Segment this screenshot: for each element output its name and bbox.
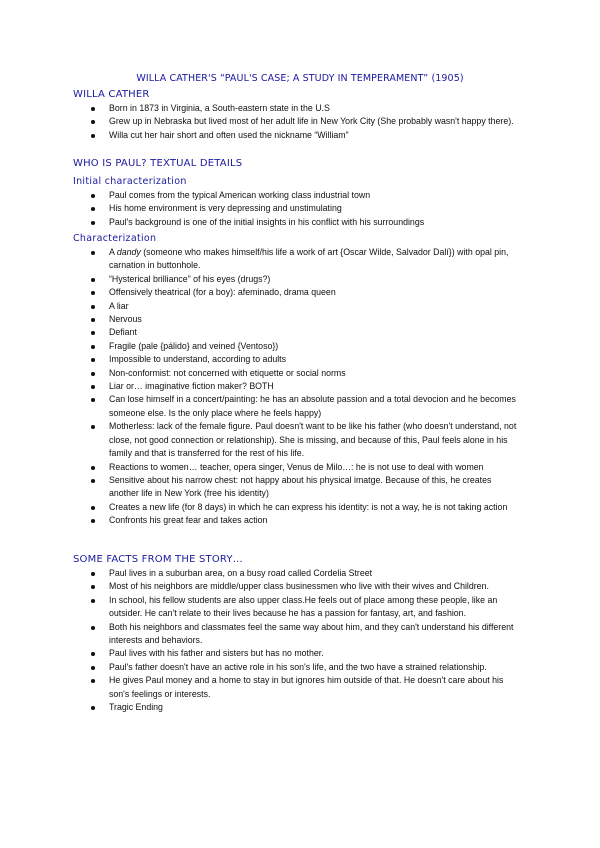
list-item: Confronts his great fear and takes action bbox=[90, 514, 520, 527]
section-heading-willa-cather: WILLA CATHER bbox=[73, 89, 150, 100]
list-item: Grew up in Nebraska but lived most of her adult life in New York City (She probably wasn't happy there). bbox=[90, 115, 520, 128]
list-item: Tragic Ending bbox=[90, 701, 520, 714]
list-item: Offensively theatrical (for a boy): afeminado, drama queen bbox=[90, 286, 520, 299]
list-item: Fragile (pale {pálido} and veined {Ventoso}) bbox=[90, 340, 520, 353]
list-item: A liar bbox=[90, 300, 520, 313]
document-title: WILLA CATHER'S “PAUL'S CASE; A STUDY IN TEMPERAMENT” (1905) bbox=[136, 73, 464, 84]
list-item: Paul's background is one of the initial insights in his conflict with his surroundings bbox=[90, 216, 520, 229]
subheading-initial-characterization: Initial characterization bbox=[73, 176, 187, 187]
list-item: His home environment is very depressing and unstimulating bbox=[90, 202, 520, 215]
section-heading-some-facts: SOME FACTS FROM THE STORY… bbox=[73, 554, 243, 565]
list-item: Paul lives in a suburban area, on a busy road called Cordelia Street bbox=[90, 567, 520, 580]
list-item: Most of his neighbors are middle/upper class businessmen who live with their wives and Children. bbox=[90, 580, 520, 593]
list-item: Reactions to women… teacher, opera singer, Venus de Milo…: he is not use to deal with women bbox=[90, 461, 520, 474]
list-item: In school, his fellow students are also upper class.He feels out of place among these people, like an outsider. He can't relate to their lives because he has a passion for fantasy, art, and fashion. bbox=[90, 594, 520, 621]
list-item: Defiant bbox=[90, 326, 520, 339]
list-item: Born in 1873 in Virginia, a South-eastern state in the U.S bbox=[90, 102, 520, 115]
list-item: Sensitive about his narrow chest: not happy about his physical imatge. Because of this, he creates another life in New York (free his identity) bbox=[90, 474, 520, 501]
list-item: Liar or… imaginative fiction maker? BOTH bbox=[90, 380, 520, 393]
some-facts-list bbox=[90, 567, 520, 714]
list-item: Impossible to understand, according to adults bbox=[90, 353, 520, 366]
list-item: Paul's father doesn't have an active role in his son's life, and the two have a strained relationship. bbox=[90, 661, 520, 674]
dandy-word: dandy bbox=[116, 247, 141, 257]
list-item: Can lose himself in a concert/painting: he has an absolute passion and a total devocion and he becomes someone else. Is the only place where he feels happy) bbox=[90, 393, 520, 420]
dandy-text: (someone who makes himself/his life a work of art {Oscar Wilde, Salvador Dalí}) with opal pin, carnation in buttonhole. bbox=[109, 247, 509, 271]
list-item: “Hysterical brilliance” of his eyes (drugs?) bbox=[90, 273, 520, 286]
section-heading-who-is-paul: WHO IS PAUL? TEXTUAL DETAILS bbox=[73, 158, 243, 169]
list-item: Creates a new life (for 8 days) in which he can express his identity: is not a way, he is not taking action bbox=[90, 501, 520, 514]
subheading-characterization: Characterization bbox=[73, 233, 157, 244]
list-item: Paul comes from the typical American working class industrial town bbox=[90, 189, 520, 202]
list-item: Both his neighbors and classmates feel the same way about him, and they can't understand his different interests and behaviors. bbox=[90, 621, 520, 648]
list-item-dandy bbox=[90, 246, 520, 273]
dandy-prefix: A bbox=[109, 247, 117, 257]
list-item: He gives Paul money and a home to stay in but ignores him outside of that. He doesn't care about his son's feelings or interests. bbox=[90, 674, 520, 701]
list-item: Motherless: lack of the female figure. Paul doesn't want to be like his father (who doesn't understand, not close, not good connection or relationship). She is missing, and because of this, Paul feels alone in his family and that is transferred for the rest of his life. bbox=[90, 420, 520, 460]
characterization-list bbox=[90, 246, 520, 528]
list-item: Non-conformist: not concerned with etiquette or social norms bbox=[90, 367, 520, 380]
list-item: Willa cut her hair short and often used the nickname “William” bbox=[90, 129, 520, 142]
list-item: Paul lives with his father and sisters but has no mother. bbox=[90, 647, 520, 660]
list-item: Nervous bbox=[90, 313, 520, 326]
initial-characterization-list bbox=[90, 189, 520, 229]
willa-cather-list bbox=[90, 102, 520, 142]
